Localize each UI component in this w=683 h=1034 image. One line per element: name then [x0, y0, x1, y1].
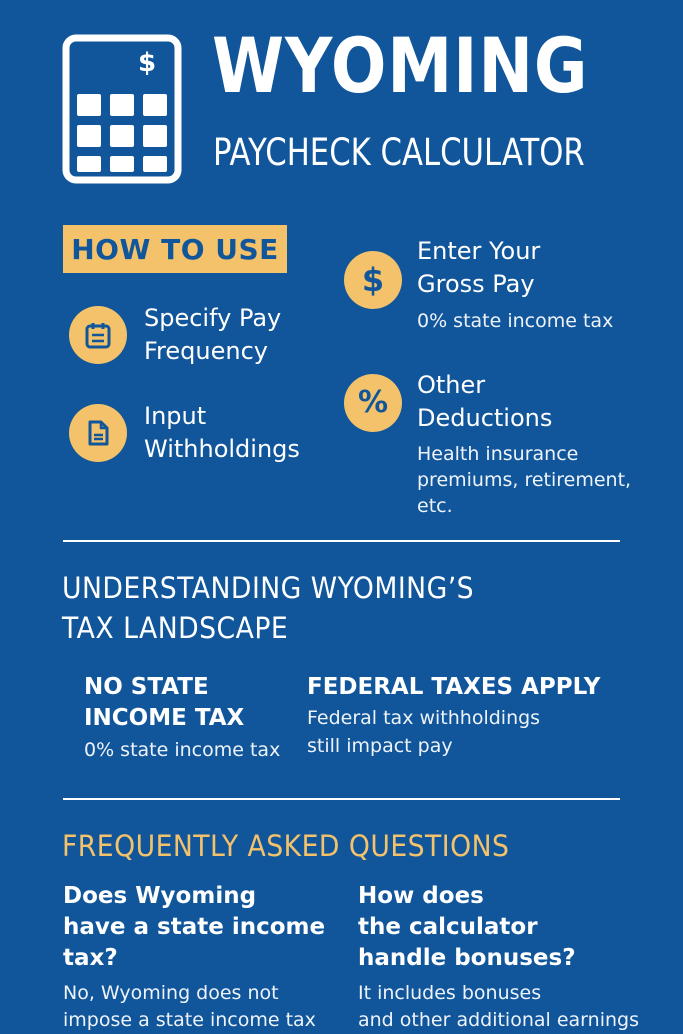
faq-answer-line: and other additional earnings: [358, 1009, 639, 1031]
tax-item-desc: 0% state income tax: [84, 739, 281, 761]
faq-answer-line: impose a state income tax: [63, 1009, 316, 1031]
step-title-line: Specify Pay: [144, 304, 282, 332]
step-title-line: Input: [144, 402, 207, 430]
how-to-use-badge: HOW TO USE: [63, 225, 287, 273]
faq-question-line: tax?: [63, 945, 118, 971]
step-enter-gross-pay: [417, 235, 613, 334]
calendar-icon: [69, 306, 127, 364]
faq-item: [358, 881, 639, 1034]
tax-item-desc: Federal tax withholdings: [307, 707, 541, 729]
faq-question-line: handle bonuses?: [358, 945, 576, 971]
tax-item-desc: still impact pay: [307, 735, 453, 757]
step-desc-line: Health insurance: [417, 443, 579, 465]
page-subtitle: PAYCHECK CALCULATOR: [213, 131, 585, 174]
divider: [63, 540, 620, 542]
calculator-display-symbol: $: [138, 48, 157, 78]
tax-landscape-title: [62, 568, 474, 648]
step-title-line: Enter Your: [417, 237, 541, 265]
step-title-line: Frequency: [144, 337, 268, 365]
tax-item-heading: FEDERAL TAXES APPLY: [307, 674, 601, 700]
tax-item-heading: INCOME TAX: [84, 705, 245, 731]
tax-item-no-state-income-tax: [84, 672, 280, 764]
tax-item-heading: NO STATE: [84, 674, 209, 700]
faq-question-line: Does Wyoming: [63, 883, 257, 909]
step-desc-line: etc.: [417, 495, 453, 517]
faq-question-line: have a state income: [63, 914, 326, 940]
step-title-line: Deductions: [417, 404, 553, 432]
faq-answer-line: No, Wyoming does not: [63, 982, 279, 1004]
step-title-line: Other: [417, 371, 486, 399]
faq-question-line: How does: [358, 883, 484, 909]
tax-item-federal-taxes-apply: [307, 672, 600, 760]
percent-icon: [344, 374, 402, 432]
section-title-line: UNDERSTANDING WYOMING’S: [62, 571, 475, 605]
step-title-line: Gross Pay: [417, 270, 535, 298]
faq-answer-line: It includes bonuses: [358, 982, 542, 1004]
step-desc-line: premiums, retirement,: [417, 469, 632, 491]
section-title-line: TAX LANDSCAPE: [62, 611, 289, 645]
step-other-deductions: [417, 369, 631, 519]
step-specify-pay-frequency: [144, 302, 281, 368]
document-icon: [69, 404, 127, 462]
calculator-icon: [62, 34, 182, 184]
step-title-line: Withholdings: [144, 435, 300, 463]
dollar-icon: [344, 251, 402, 309]
faq-question-line: the calculator: [358, 914, 538, 940]
percent-symbol: %: [357, 385, 389, 420]
faq-item: [63, 881, 325, 1034]
step-input-withholdings: [144, 400, 300, 466]
divider: [63, 798, 620, 800]
dollar-symbol: $: [361, 261, 385, 299]
faq-title: FREQUENTLY ASKED QUESTIONS: [62, 829, 510, 863]
page-title: WYOMING: [212, 21, 589, 110]
step-desc: 0% state income tax: [417, 310, 614, 332]
